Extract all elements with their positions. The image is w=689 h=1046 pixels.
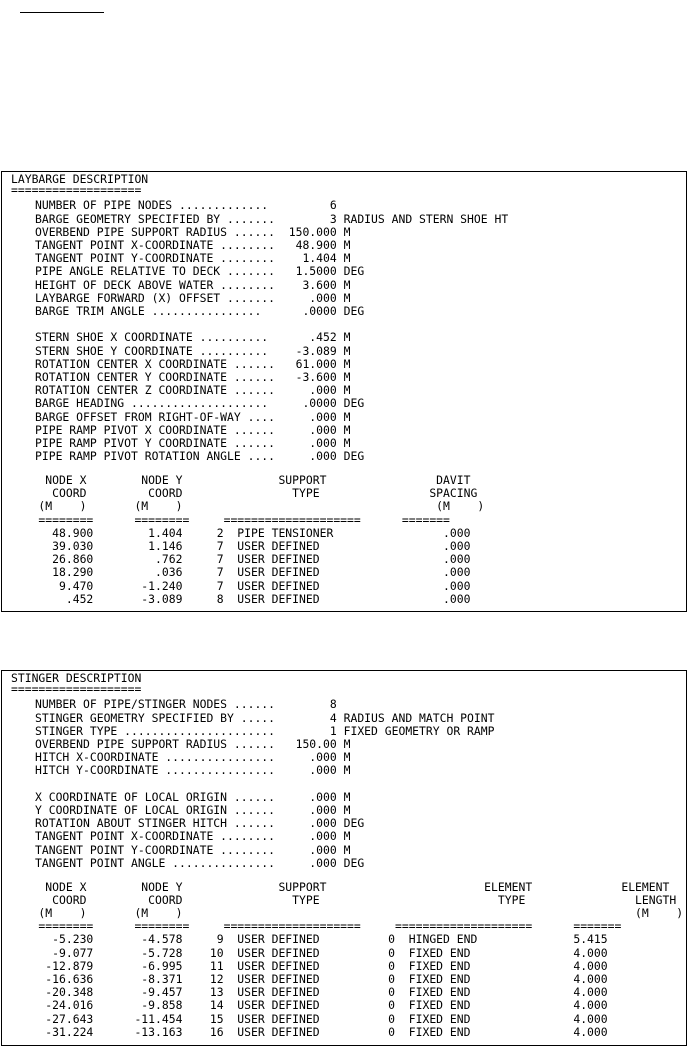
table-row: -24.016 -9.858 14 USER DEFINED 0 FIXED END 4.000 [11, 998, 608, 1013]
param-row: ROTATION ABOUT STINGER HITCH ...... .000 DEG [35, 816, 365, 831]
param-row: LAYBARGE FORWARD (X) OFFSET ....... .000 M [35, 290, 351, 305]
section-title: STINGER DESCRIPTION [11, 671, 142, 685]
table-row: -27.643 -11.454 15 USER DEFINED 0 FIXED END 4.000 [11, 1011, 608, 1026]
param-row: OVERBEND PIPE SUPPORT RADIUS ...... 150.00 M [35, 737, 351, 751]
table-row: -12.879 -6.995 11 USER DEFINED 0 FIXED END 4.000 [11, 958, 608, 973]
param-row: PIPE RAMP PIVOT ROTATION ANGLE .... .000 DEG [35, 449, 365, 464]
param-row: NUMBER OF PIPE NODES ............. 6 [35, 198, 337, 213]
table-row: 18.290 .036 7 USER DEFINED .000 [11, 565, 471, 580]
table-row: -31.224 -13.163 16 USER DEFINED 0 FIXED END 4.000 [11, 1024, 608, 1039]
param-row: X COORDINATE OF LOCAL ORIGIN ...... .000 M [35, 789, 351, 804]
table-header: ======== ======== ==================== ======= [11, 512, 450, 527]
table-row: 9.470 -1.240 7 USER DEFINED .000 [11, 578, 471, 593]
param-row: ROTATION CENTER Y COORDINATE ...... -3.600 M [35, 370, 351, 384]
param-row: STERN SHOE Y COORDINATE .......... -3.089 M [35, 343, 351, 358]
table-row: 48.900 1.404 2 PIPE TENSIONER .000 [11, 525, 471, 540]
table-row: -9.077 -5.728 10 USER DEFINED 0 FIXED END 4.000 [11, 945, 608, 960]
table-header: COORD COORD TYPE SPACING [11, 486, 478, 501]
title-underline: =================== [11, 183, 142, 198]
top-rule [20, 12, 104, 13]
param-row: STERN SHOE X COORDINATE .......... .452 M [35, 330, 351, 345]
param-row: BARGE OFFSET FROM RIGHT-OF-WAY .... .000 M [35, 409, 351, 424]
param-row: STINGER GEOMETRY SPECIFIED BY ..... 4 RADIUS AND MATCH POINT [35, 710, 495, 725]
table-row: -16.636 -8.371 12 USER DEFINED 0 FIXED END 4.000 [11, 971, 608, 986]
param-row: BARGE HEADING .................... .0000 DEG [35, 396, 365, 411]
param-row: TANGENT POINT Y-COORDINATE ........ .000 M [35, 842, 351, 857]
table-header: ======== ======== ==================== ==================== ======= [11, 919, 622, 934]
param-row: TANGENT POINT X-COORDINATE ........ 48.900 M [35, 238, 351, 252]
param-row: Y COORDINATE OF LOCAL ORIGIN ...... .000 M [35, 803, 351, 817]
param-row: HITCH X-COORDINATE ................ .000 M [35, 750, 351, 765]
table-row: 39.030 1.146 7 USER DEFINED .000 [11, 538, 471, 553]
param-row: OVERBEND PIPE SUPPORT RADIUS ...... 150.000 M [35, 224, 351, 239]
param-row: STINGER TYPE ...................... 1 FIXED GEOMETRY OR RAMP [35, 723, 495, 738]
param-row: ROTATION CENTER Z COORDINATE ...... .000 M [35, 383, 351, 398]
table-header: (M ) (M ) (M ) [11, 499, 485, 514]
table-row: -20.348 -9.457 13 USER DEFINED 0 FIXED END 4.000 [11, 985, 608, 1000]
table-row: -5.230 -4.578 9 USER DEFINED 0 HINGED END 5.415 [11, 932, 608, 947]
table-row: 26.860 .762 7 USER DEFINED .000 [11, 552, 471, 567]
table-header: COORD COORD TYPE TYPE LENGTH [11, 892, 677, 907]
section-title: LAYBARGE DESCRIPTION [11, 172, 149, 186]
param-row: HEIGHT OF DECK ABOVE WATER ........ 3.600 M [35, 277, 351, 292]
param-row: HITCH Y-COORDINATE ................ .000 M [35, 763, 351, 778]
param-row: PIPE ANGLE RELATIVE TO DECK ....... 1.5000 DEG [35, 264, 365, 279]
table-row: .452 -3.089 8 USER DEFINED .000 [11, 591, 471, 606]
param-row: BARGE GEOMETRY SPECIFIED BY ....... 3 RADIUS AND STERN SHOE HT [35, 211, 509, 226]
table-header: (M ) (M ) (M ) [11, 905, 684, 920]
param-row: PIPE RAMP PIVOT X COORDINATE ...... .000 M [35, 422, 351, 437]
param-row: ROTATION CENTER X COORDINATE ...... 61.000 M [35, 356, 351, 371]
title-underline: =================== [11, 682, 142, 697]
table-header: NODE X NODE Y SUPPORT DAVIT [11, 472, 471, 487]
param-row: PIPE RAMP PIVOT Y COORDINATE ...... .000 M [35, 436, 351, 450]
param-row: TANGENT POINT Y-COORDINATE ........ 1.404 M [35, 251, 351, 266]
laybarge-panel [1, 171, 687, 612]
param-row: TANGENT POINT ANGLE ............... .000 DEG [35, 855, 365, 870]
param-row: BARGE TRIM ANGLE ................ .0000 DEG [35, 304, 365, 318]
param-row: TANGENT POINT X-COORDINATE ........ .000 M [35, 829, 351, 844]
stinger-panel [1, 670, 687, 1046]
table-header: NODE X NODE Y SUPPORT ELEMENT ELEMENT [11, 879, 670, 894]
param-row: NUMBER OF PIPE/STINGER NODES ...... 8 [35, 697, 337, 712]
